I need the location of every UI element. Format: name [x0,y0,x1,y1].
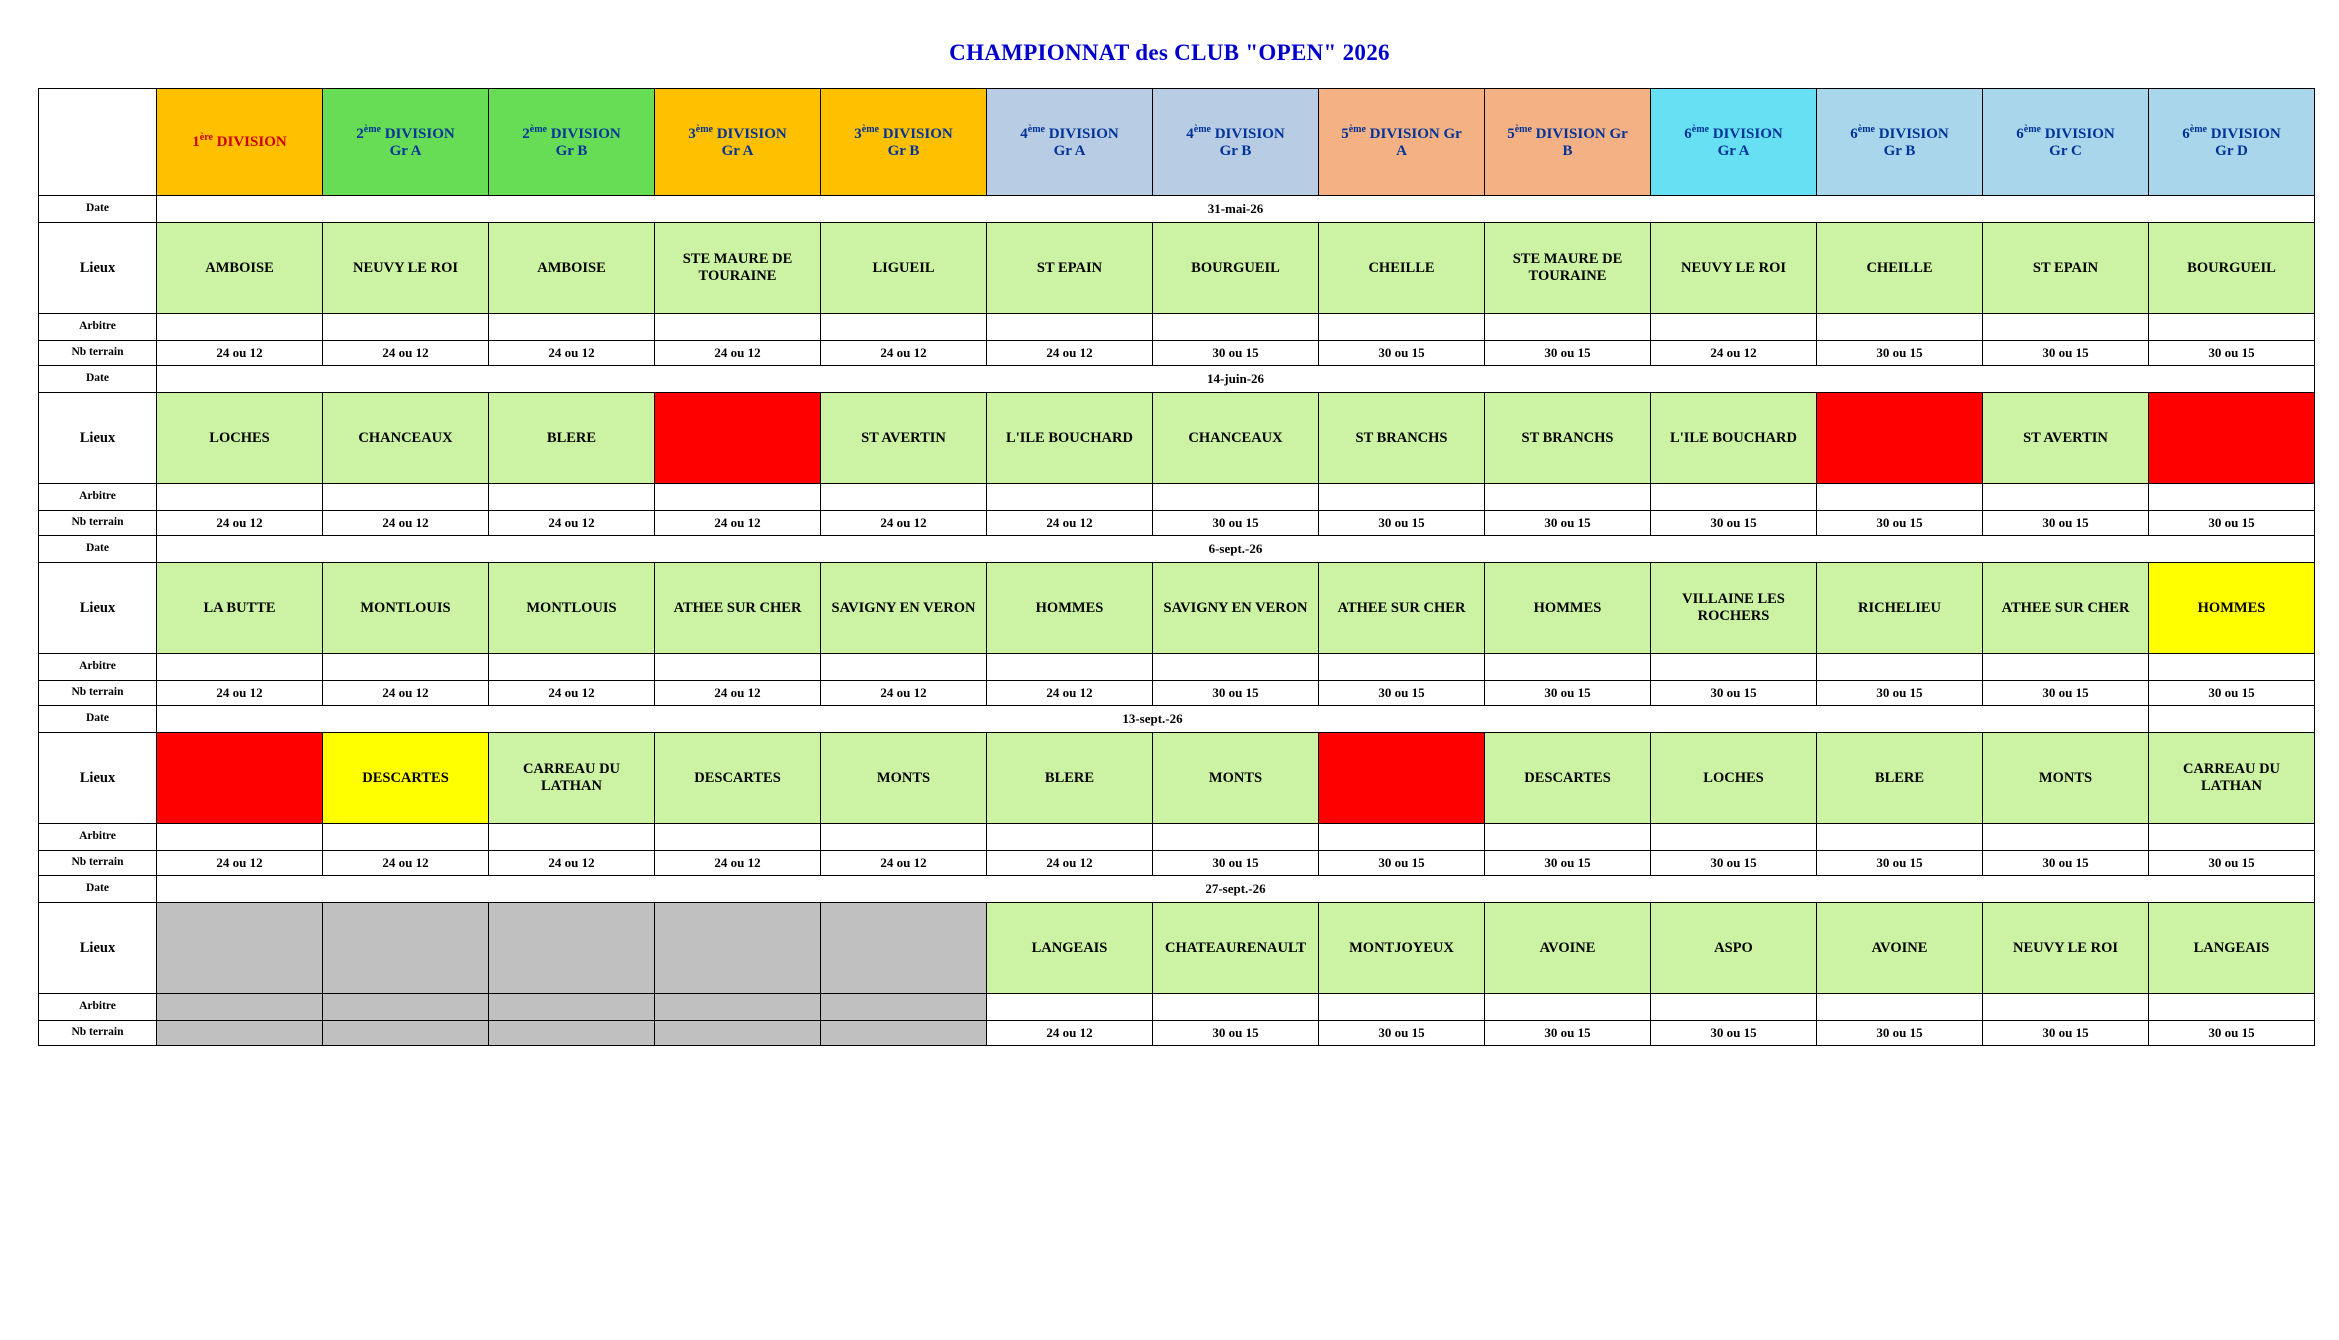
nb-terrain-cell: 24 ou 12 [323,681,489,706]
arbitre-row [39,994,2315,1021]
division-header-2 [323,89,489,196]
arbitre-cell[interactable] [1817,484,1983,511]
arbitre-cell[interactable] [1485,484,1651,511]
arbitre-cell[interactable] [323,994,489,1021]
schedule-table [38,88,2315,1046]
row-label-lieux: Lieux [39,903,157,994]
lieu-cell[interactable]: RICHELIEU [1817,563,1983,654]
page-title: CHAMPIONNAT des CLUB "OPEN" 2026 [949,40,1390,65]
nb-terrain-cell: 30 ou 15 [1485,851,1651,876]
arbitre-cell[interactable] [2149,824,2315,851]
arbitre-cell[interactable] [1319,314,1485,341]
row-label-nb-terrain: Nb terrain [39,851,157,876]
division-header-6 [987,89,1153,196]
nb-terrain-cell: 30 ou 15 [1153,341,1319,366]
division-header-8 [1319,89,1485,196]
date-row [39,706,2315,733]
arbitre-cell[interactable] [987,994,1153,1021]
lieu-cell[interactable]: MONTJOYEUX [1319,903,1485,994]
division-header-line1: 6ème DIVISION [2182,123,2281,142]
division-header-line2: Gr B [887,143,920,159]
nb-terrain-cell [157,1021,323,1046]
lieu-cell[interactable]: CHANCEAUX [1153,393,1319,484]
nb-terrain-row [39,681,2315,706]
division-header-line1: 6ème DIVISION [2016,123,2115,142]
nb-terrain-cell: 30 ou 15 [1485,511,1651,536]
division-header-line1: 5ème DIVISION Gr [1341,123,1462,142]
arbitre-cell[interactable] [1817,654,1983,681]
lieu-cell[interactable]: LA BUTTE [157,563,323,654]
arbitre-cell[interactable] [157,484,323,511]
row-label-lieux: Lieux [39,223,157,314]
lieu-cell[interactable]: HOMMES [987,563,1153,654]
arbitre-cell[interactable] [157,994,323,1021]
arbitre-row [39,824,2315,851]
arbitre-cell[interactable] [1485,654,1651,681]
lieu-cell[interactable] [1319,733,1485,824]
division-header-line2: Gr D [2215,143,2248,159]
nb-terrain-row [39,511,2315,536]
row-label-nb-terrain: Nb terrain [39,1021,157,1046]
nb-terrain-cell: 30 ou 15 [1817,511,1983,536]
arbitre-cell[interactable] [1153,314,1319,341]
lieu-cell[interactable]: MONTLOUIS [489,563,655,654]
nb-terrain-cell: 30 ou 15 [2149,341,2315,366]
nb-terrain-cell [323,1021,489,1046]
nb-terrain-cell: 24 ou 12 [489,511,655,536]
nb-terrain-cell: 24 ou 12 [821,681,987,706]
lieu-cell[interactable]: AMBOISE [157,223,323,314]
arbitre-cell[interactable] [655,994,821,1021]
lieu-cell[interactable]: BLERE [489,393,655,484]
arbitre-cell[interactable] [1319,484,1485,511]
arbitre-cell[interactable] [323,654,489,681]
lieu-cell[interactable]: AVOINE [1817,903,1983,994]
lieu-cell[interactable]: ST EPAIN [987,223,1153,314]
row-label-nb-terrain: Nb terrain [39,341,157,366]
date-value-2: 14-juin-26 [157,366,2315,393]
lieu-cell[interactable]: ASPO [1651,903,1817,994]
nb-terrain-cell: 30 ou 15 [1817,851,1983,876]
arbitre-cell[interactable] [655,824,821,851]
division-header-line1: 3ème DIVISION [854,123,953,142]
arbitre-cell[interactable] [489,824,655,851]
lieu-cell[interactable]: L'ILE BOUCHARD [987,393,1153,484]
division-header-line1: 4ème DIVISION [1186,123,1285,142]
lieu-cell[interactable]: NEUVY LE ROI [323,223,489,314]
nb-terrain-cell: 30 ou 15 [1983,851,2149,876]
arbitre-cell[interactable] [655,654,821,681]
lieu-cell[interactable]: MONTS [1153,733,1319,824]
row-label-date: Date [39,876,157,903]
lieu-cell[interactable]: CHATEAURENAULT [1153,903,1319,994]
arbitre-row [39,654,2315,681]
date-row-empty-cell [2149,706,2315,733]
arbitre-cell[interactable] [1651,484,1817,511]
lieu-cell[interactable]: MONTLOUIS [323,563,489,654]
nb-terrain-cell [489,1021,655,1046]
arbitre-cell[interactable] [2149,314,2315,341]
row-label-lieux: Lieux [39,733,157,824]
arbitre-cell[interactable] [489,654,655,681]
division-header-line2: Gr C [2049,143,2082,159]
lieu-cell[interactable]: ATHEE SUR CHER [655,563,821,654]
date-row [39,366,2315,393]
lieu-cell[interactable]: CHANCEAUX [323,393,489,484]
division-header-7 [1153,89,1319,196]
arbitre-cell[interactable] [2149,654,2315,681]
row-label-nb-terrain: Nb terrain [39,511,157,536]
lieu-cell[interactable]: AVOINE [1485,903,1651,994]
nb-terrain-cell: 30 ou 15 [1319,341,1485,366]
lieu-cell[interactable]: LANGEAIS [2149,903,2315,994]
lieux-row [39,393,2315,484]
arbitre-cell[interactable] [655,484,821,511]
lieu-cell[interactable]: STE MAURE DE TOURAINE [1485,223,1651,314]
nb-terrain-cell: 24 ou 12 [323,511,489,536]
division-header-line1: 2ème DIVISION [522,123,621,142]
division-header-line2: Gr A [389,143,422,159]
row-label-date: Date [39,196,157,223]
nb-terrain-cell: 30 ou 15 [1153,1021,1319,1046]
arbitre-cell[interactable] [1983,654,2149,681]
lieu-cell[interactable] [655,903,821,994]
lieu-cell[interactable]: BLERE [987,733,1153,824]
nb-terrain-cell: 24 ou 12 [655,511,821,536]
lieu-cell[interactable] [323,903,489,994]
lieu-cell[interactable]: BLERE [1817,733,1983,824]
arbitre-cell[interactable] [1817,314,1983,341]
lieu-cell[interactable]: HOMMES [2149,563,2315,654]
arbitre-cell[interactable] [1319,654,1485,681]
arbitre-cell[interactable] [1983,994,2149,1021]
nb-terrain-cell: 24 ou 12 [323,341,489,366]
nb-terrain-cell: 30 ou 15 [1651,1021,1817,1046]
arbitre-cell[interactable] [1651,824,1817,851]
nb-terrain-cell: 24 ou 12 [655,681,821,706]
arbitre-cell[interactable] [987,484,1153,511]
arbitre-cell[interactable] [821,994,987,1021]
nb-terrain-cell: 30 ou 15 [1817,681,1983,706]
arbitre-cell[interactable] [323,484,489,511]
nb-terrain-cell: 24 ou 12 [157,341,323,366]
arbitre-cell[interactable] [1983,314,2149,341]
nb-terrain-cell: 30 ou 15 [1153,681,1319,706]
lieu-cell[interactable]: LOCHES [1651,733,1817,824]
nb-terrain-cell [655,1021,821,1046]
row-label-date: Date [39,706,157,733]
nb-terrain-cell: 30 ou 15 [1983,341,2149,366]
nb-terrain-cell: 30 ou 15 [1983,1021,2149,1046]
arbitre-cell[interactable] [1817,994,1983,1021]
lieu-cell[interactable] [655,393,821,484]
nb-terrain-cell: 30 ou 15 [1153,851,1319,876]
row-label-arbitre: Arbitre [39,314,157,341]
division-header-line1: 1ère DIVISION [192,132,287,151]
arbitre-row [39,484,2315,511]
date-value-3: 6-sept.-26 [157,536,2315,563]
lieu-cell[interactable]: DESCARTES [655,733,821,824]
row-label-arbitre: Arbitre [39,994,157,1021]
lieu-cell[interactable] [489,903,655,994]
lieu-cell[interactable]: MONTS [821,733,987,824]
arbitre-cell[interactable] [1319,824,1485,851]
lieu-cell[interactable]: ATHEE SUR CHER [1319,563,1485,654]
arbitre-cell[interactable] [1153,824,1319,851]
lieu-cell[interactable]: BOURGUEIL [1153,223,1319,314]
division-header-10 [1651,89,1817,196]
division-header-1 [157,89,323,196]
lieu-cell[interactable]: CARREAU DU LATHAN [489,733,655,824]
division-header-line2: Gr A [1717,143,1750,159]
nb-terrain-cell: 24 ou 12 [1651,341,1817,366]
date-row [39,876,2315,903]
division-header-3 [489,89,655,196]
arbitre-cell[interactable] [157,654,323,681]
arbitre-cell[interactable] [1651,654,1817,681]
nb-terrain-cell: 30 ou 15 [1319,511,1485,536]
nb-terrain-cell: 24 ou 12 [489,681,655,706]
nb-terrain-cell: 24 ou 12 [987,851,1153,876]
lieu-cell[interactable]: L'ILE BOUCHARD [1651,393,1817,484]
nb-terrain-cell: 30 ou 15 [1485,341,1651,366]
lieu-cell[interactable]: ST AVERTIN [821,393,987,484]
lieu-cell[interactable]: AMBOISE [489,223,655,314]
arbitre-cell[interactable] [489,994,655,1021]
row-label-arbitre: Arbitre [39,824,157,851]
arbitre-cell[interactable] [1153,994,1319,1021]
division-header-line1: 5ème DIVISION Gr [1507,123,1628,142]
row-label-lieux: Lieux [39,563,157,654]
nb-terrain-cell: 30 ou 15 [1651,511,1817,536]
nb-terrain-cell [821,1021,987,1046]
arbitre-cell[interactable] [1153,484,1319,511]
arbitre-cell[interactable] [157,824,323,851]
nb-terrain-cell: 30 ou 15 [1983,681,2149,706]
arbitre-cell[interactable] [2149,994,2315,1021]
date-value-4: 13-sept.-26 [157,706,2149,733]
arbitre-cell[interactable] [655,314,821,341]
lieu-cell[interactable]: LANGEAIS [987,903,1153,994]
lieu-cell[interactable] [157,733,323,824]
arbitre-cell[interactable] [1485,314,1651,341]
table-header-row [39,89,2315,196]
arbitre-cell[interactable] [157,314,323,341]
arbitre-cell[interactable] [323,824,489,851]
nb-terrain-row [39,341,2315,366]
division-header-line1: 2ème DIVISION [356,123,455,142]
lieu-cell[interactable]: NEUVY LE ROI [1983,903,2149,994]
arbitre-cell[interactable] [987,314,1153,341]
lieu-cell[interactable] [1817,393,1983,484]
lieu-cell[interactable]: SAVIGNY EN VERON [1153,563,1319,654]
division-header-11 [1817,89,1983,196]
nb-terrain-row [39,1021,2315,1046]
lieux-row [39,903,2315,994]
nb-terrain-cell: 24 ou 12 [157,851,323,876]
arbitre-cell[interactable] [821,484,987,511]
nb-terrain-cell: 30 ou 15 [1651,851,1817,876]
division-header-line2: Gr A [721,143,754,159]
nb-terrain-cell: 30 ou 15 [1651,681,1817,706]
lieu-cell[interactable]: DESCARTES [323,733,489,824]
nb-terrain-cell: 24 ou 12 [821,511,987,536]
lieu-cell[interactable]: BOURGUEIL [2149,223,2315,314]
date-value-1: 31-mai-26 [157,196,2315,223]
lieu-cell[interactable]: CHEILLE [1319,223,1485,314]
lieux-row [39,223,2315,314]
arbitre-cell[interactable] [1319,994,1485,1021]
division-header-line1: 4ème DIVISION [1020,123,1119,142]
date-row [39,536,2315,563]
nb-terrain-cell: 24 ou 12 [655,341,821,366]
arbitre-cell[interactable] [821,654,987,681]
lieux-row [39,733,2315,824]
nb-terrain-cell: 30 ou 15 [1319,851,1485,876]
lieu-cell[interactable]: ST AVERTIN [1983,393,2149,484]
lieu-cell[interactable]: DESCARTES [1485,733,1651,824]
arbitre-cell[interactable] [987,654,1153,681]
nb-terrain-cell: 24 ou 12 [987,1021,1153,1046]
lieu-cell[interactable]: CARREAU DU LATHAN [2149,733,2315,824]
arbitre-cell[interactable] [821,314,987,341]
division-header-line2: B [1562,143,1573,159]
arbitre-cell[interactable] [821,824,987,851]
division-header-9 [1485,89,1651,196]
arbitre-cell[interactable] [987,824,1153,851]
nb-terrain-cell: 30 ou 15 [1485,681,1651,706]
lieu-cell[interactable] [821,903,987,994]
arbitre-cell[interactable] [323,314,489,341]
nb-terrain-cell: 24 ou 12 [489,341,655,366]
nb-terrain-cell: 30 ou 15 [1817,341,1983,366]
arbitre-cell[interactable] [1651,994,1817,1021]
nb-terrain-cell: 30 ou 15 [2149,1021,2315,1046]
arbitre-cell[interactable] [1485,824,1651,851]
nb-terrain-cell: 30 ou 15 [1983,511,2149,536]
nb-terrain-row [39,851,2315,876]
row-label-nb-terrain: Nb terrain [39,681,157,706]
nb-terrain-cell: 24 ou 12 [489,851,655,876]
date-value-5: 27-sept.-26 [157,876,2315,903]
date-row [39,196,2315,223]
schedule-sheet [38,88,2339,1046]
header-corner-cell [39,89,157,196]
row-label-lieux: Lieux [39,393,157,484]
division-header-4 [655,89,821,196]
division-header-13 [2149,89,2315,196]
nb-terrain-cell: 30 ou 15 [1319,1021,1485,1046]
arbitre-cell[interactable] [1485,994,1651,1021]
lieu-cell[interactable]: CHEILLE [1817,223,1983,314]
division-header-line1: 6ème DIVISION [1850,123,1949,142]
arbitre-cell[interactable] [489,484,655,511]
nb-terrain-cell: 24 ou 12 [821,851,987,876]
nb-terrain-cell: 24 ou 12 [987,341,1153,366]
division-header-line2: Gr A [1053,143,1086,159]
division-header-line1: 6ème DIVISION [1684,123,1783,142]
division-header-line2: Gr B [1219,143,1252,159]
division-header-5 [821,89,987,196]
lieu-cell[interactable]: LIGUEIL [821,223,987,314]
lieu-cell[interactable] [2149,393,2315,484]
arbitre-cell[interactable] [1153,654,1319,681]
lieu-cell[interactable]: SAVIGNY EN VERON [821,563,987,654]
lieu-cell[interactable]: MONTS [1983,733,2149,824]
arbitre-cell[interactable] [1983,484,2149,511]
nb-terrain-cell: 24 ou 12 [157,511,323,536]
nb-terrain-cell: 30 ou 15 [2149,511,2315,536]
row-label-date: Date [39,366,157,393]
row-label-arbitre: Arbitre [39,654,157,681]
division-header-line2: Gr B [1883,143,1916,159]
arbitre-cell[interactable] [1817,824,1983,851]
arbitre-cell[interactable] [2149,484,2315,511]
division-header-line2: A [1396,143,1407,159]
arbitre-cell[interactable] [1651,314,1817,341]
division-header-12 [1983,89,2149,196]
lieu-cell[interactable]: HOMMES [1485,563,1651,654]
nb-terrain-cell: 30 ou 15 [2149,851,2315,876]
nb-terrain-cell: 30 ou 15 [1319,681,1485,706]
nb-terrain-cell: 30 ou 15 [1485,1021,1651,1046]
division-header-line2: Gr B [555,143,588,159]
lieu-cell[interactable]: ST BRANCHS [1485,393,1651,484]
lieu-cell[interactable]: ATHEE SUR CHER [1983,563,2149,654]
lieu-cell[interactable]: ST EPAIN [1983,223,2149,314]
nb-terrain-cell: 30 ou 15 [1153,511,1319,536]
nb-terrain-cell: 24 ou 12 [987,511,1153,536]
nb-terrain-cell: 24 ou 12 [987,681,1153,706]
lieux-row [39,563,2315,654]
lieu-cell[interactable]: NEUVY LE ROI [1651,223,1817,314]
division-header-line1: 3ème DIVISION [688,123,787,142]
nb-terrain-cell: 30 ou 15 [2149,681,2315,706]
lieu-cell[interactable]: LOCHES [157,393,323,484]
row-label-arbitre: Arbitre [39,484,157,511]
nb-terrain-cell: 24 ou 12 [323,851,489,876]
lieu-cell[interactable]: ST BRANCHS [1319,393,1485,484]
nb-terrain-cell: 24 ou 12 [655,851,821,876]
lieu-cell[interactable] [157,903,323,994]
arbitre-cell[interactable] [489,314,655,341]
row-label-date: Date [39,536,157,563]
nb-terrain-cell: 24 ou 12 [157,681,323,706]
arbitre-cell[interactable] [1983,824,2149,851]
nb-terrain-cell: 30 ou 15 [1817,1021,1983,1046]
nb-terrain-cell: 24 ou 12 [821,341,987,366]
lieu-cell[interactable]: STE MAURE DE TOURAINE [655,223,821,314]
arbitre-row [39,314,2315,341]
lieu-cell[interactable]: VILLAINE LES ROCHERS [1651,563,1817,654]
